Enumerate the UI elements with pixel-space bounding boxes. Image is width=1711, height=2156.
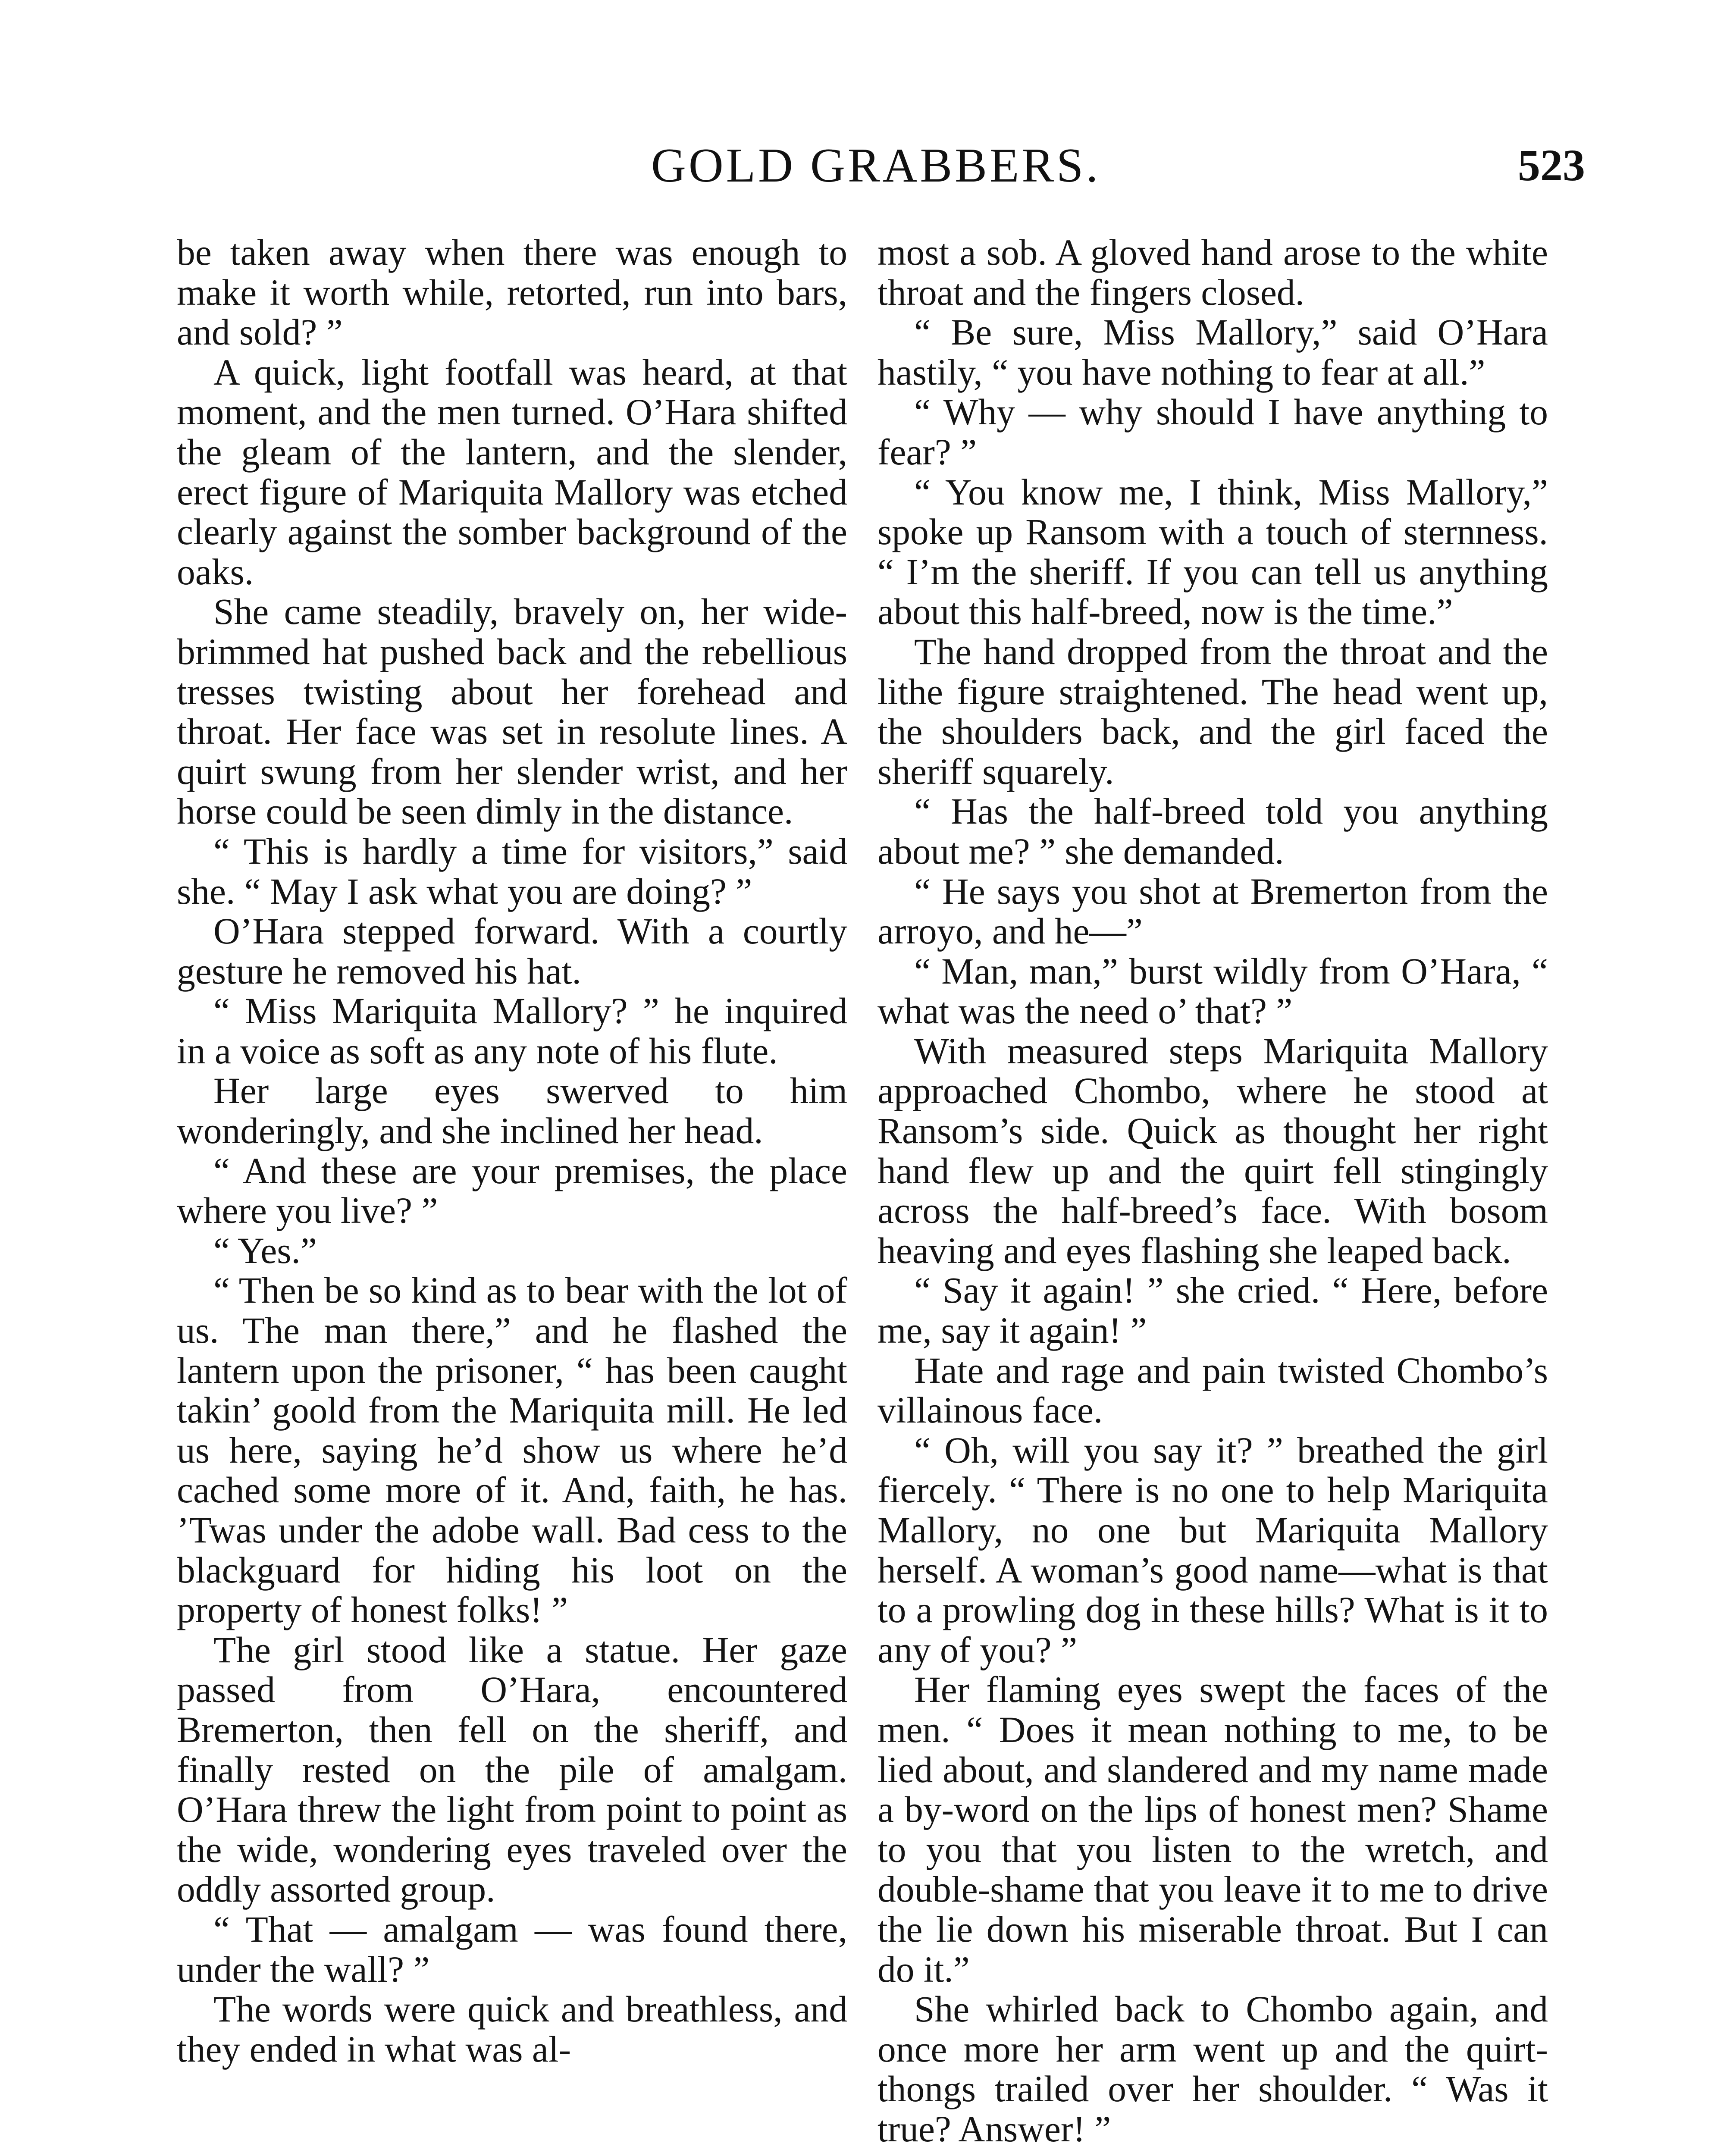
running-title: GOLD GRABBERS. [651, 139, 1101, 192]
paragraph: “ Why — why should I have anything to fear? ” [877, 392, 1548, 473]
right-text-column [877, 233, 1548, 2150]
paragraph: be taken away when there was enough to make it worth while, retorted, run into bars, and sold? ” [177, 232, 847, 353]
paragraph: Her flaming eyes swept the faces of the men. “ Does it mean nothing to me, to be lied about, and slandered and my name made a by-word on the lips of honest men? Shame to you that you listen to the wretch, and double-shame that you leave it to me to drive the lie down his miserable throat. But I can do it.” [877, 1670, 1548, 1990]
paragraph: With measured steps Mariquita Mallory approached Chombo, where he stood at Ransom’s side. Quick as thought her right hand flew up and the quirt fell stingingly across the half-breed’s face. With bosom heaving and eyes flashing she leaped back. [877, 1031, 1548, 1271]
paragraph: A quick, light footfall was heard, at that moment, and the men turned. O’Hara shifted the gleam of the lantern, and the slender, erect figure of Mariquita Mallory was etched clearly against the somber background of the oaks. [177, 352, 847, 592]
paragraph: most a sob. A gloved hand arose to the white throat and the fingers closed. [877, 232, 1548, 313]
paragraph: “ You know me, I think, Miss Mallory,” spoke up Ransom with a touch of sternness. “ I’m the sheriff. If you can tell us anything about this half-breed, now is the time.” [877, 472, 1548, 633]
paragraph: “ He says you shot at Bremerton from the arroyo, and he—” [877, 871, 1548, 952]
left-text-column [177, 233, 847, 2069]
paragraph: Her large eyes swerved to him wonderingly, and she inclined her head. [177, 1071, 847, 1152]
paragraph: “ Be sure, Miss Mallory,” said O’Hara hastily, “ you have nothing to fear at all.” [877, 312, 1548, 393]
paragraph: “ Man, man,” burst wildly from O’Hara, “ what was the need o’ that? ” [877, 951, 1548, 1032]
paragraph: “ Then be so kind as to bear with the lot of us. The man there,” and he flashed the lantern upon the prisoner, “ has been caught takin’ goold from the Mariquita mill. He led us here, saying he’d show us where he’d cached some more of it. And, faith, he has. ’Twas under the adobe wall. Bad cess to the blackguard for hiding his loot on the property of honest folks! ” [177, 1270, 847, 1631]
page-number: 523 [1518, 141, 1585, 190]
page-header [0, 129, 1711, 198]
paragraph: “ And these are your premises, the place where you live? ” [177, 1150, 847, 1232]
paragraph: She whirled back to Chombo again, and once more her arm went up and the quirt-thongs trailed over her shoulder. “ Was it true? Answer! ” [877, 1989, 1548, 2150]
paragraph: “ That — amalgam — was found there, under the wall? ” [177, 1909, 847, 1990]
paragraph: “ Yes.” [213, 1230, 317, 1271]
paragraph: “ Has the half-breed told you anything about me? ” she demanded. [877, 791, 1548, 872]
paragraph: Hate and rage and pain twisted Chombo’s villainous face. [877, 1350, 1548, 1431]
paragraph: The words were quick and breathless, and they ended in what was al- [177, 1989, 847, 2070]
paragraph: O’Hara stepped forward. With a courtly gesture he removed his hat. [177, 911, 847, 992]
paragraph: “ Oh, will you say it? ” breathed the girl fiercely. “ There is no one to help Mariquita Mallory, no one but Mariquita Mallory herself. A woman’s good name—what is that to a prowling dog in these hills? What is it to any of you? ” [877, 1430, 1548, 1670]
paragraph: “ Miss Mariquita Mallory? ” he inquired in a voice as soft as any note of his flute. [177, 991, 847, 1072]
paragraph: The hand dropped from the throat and the lithe figure straightened. The head went up, the shoulders back, and the girl faced the sheriff squarely. [877, 631, 1548, 792]
paragraph: “ Say it again! ” she cried. “ Here, before me, say it again! ” [877, 1270, 1548, 1351]
paragraph: She came steadily, bravely on, her wide-brimmed hat pushed back and the rebellious tresses twisting about her forehead and throat. Her face was set in resolute lines. A quirt swung from her slender wrist, and her horse could be seen dimly in the distance. [177, 592, 847, 832]
paragraph: “ This is hardly a time for visitors,” said she. “ May I ask what you are doing? ” [177, 831, 847, 912]
paragraph: The girl stood like a statue. Her gaze passed from O’Hara, encountered Bremerton, then fell on the sheriff, and finally rested on the pile of amalgam. O’Hara threw the light from point to point as the wide, wondering eyes traveled over the oddly assorted group. [177, 1630, 847, 1910]
